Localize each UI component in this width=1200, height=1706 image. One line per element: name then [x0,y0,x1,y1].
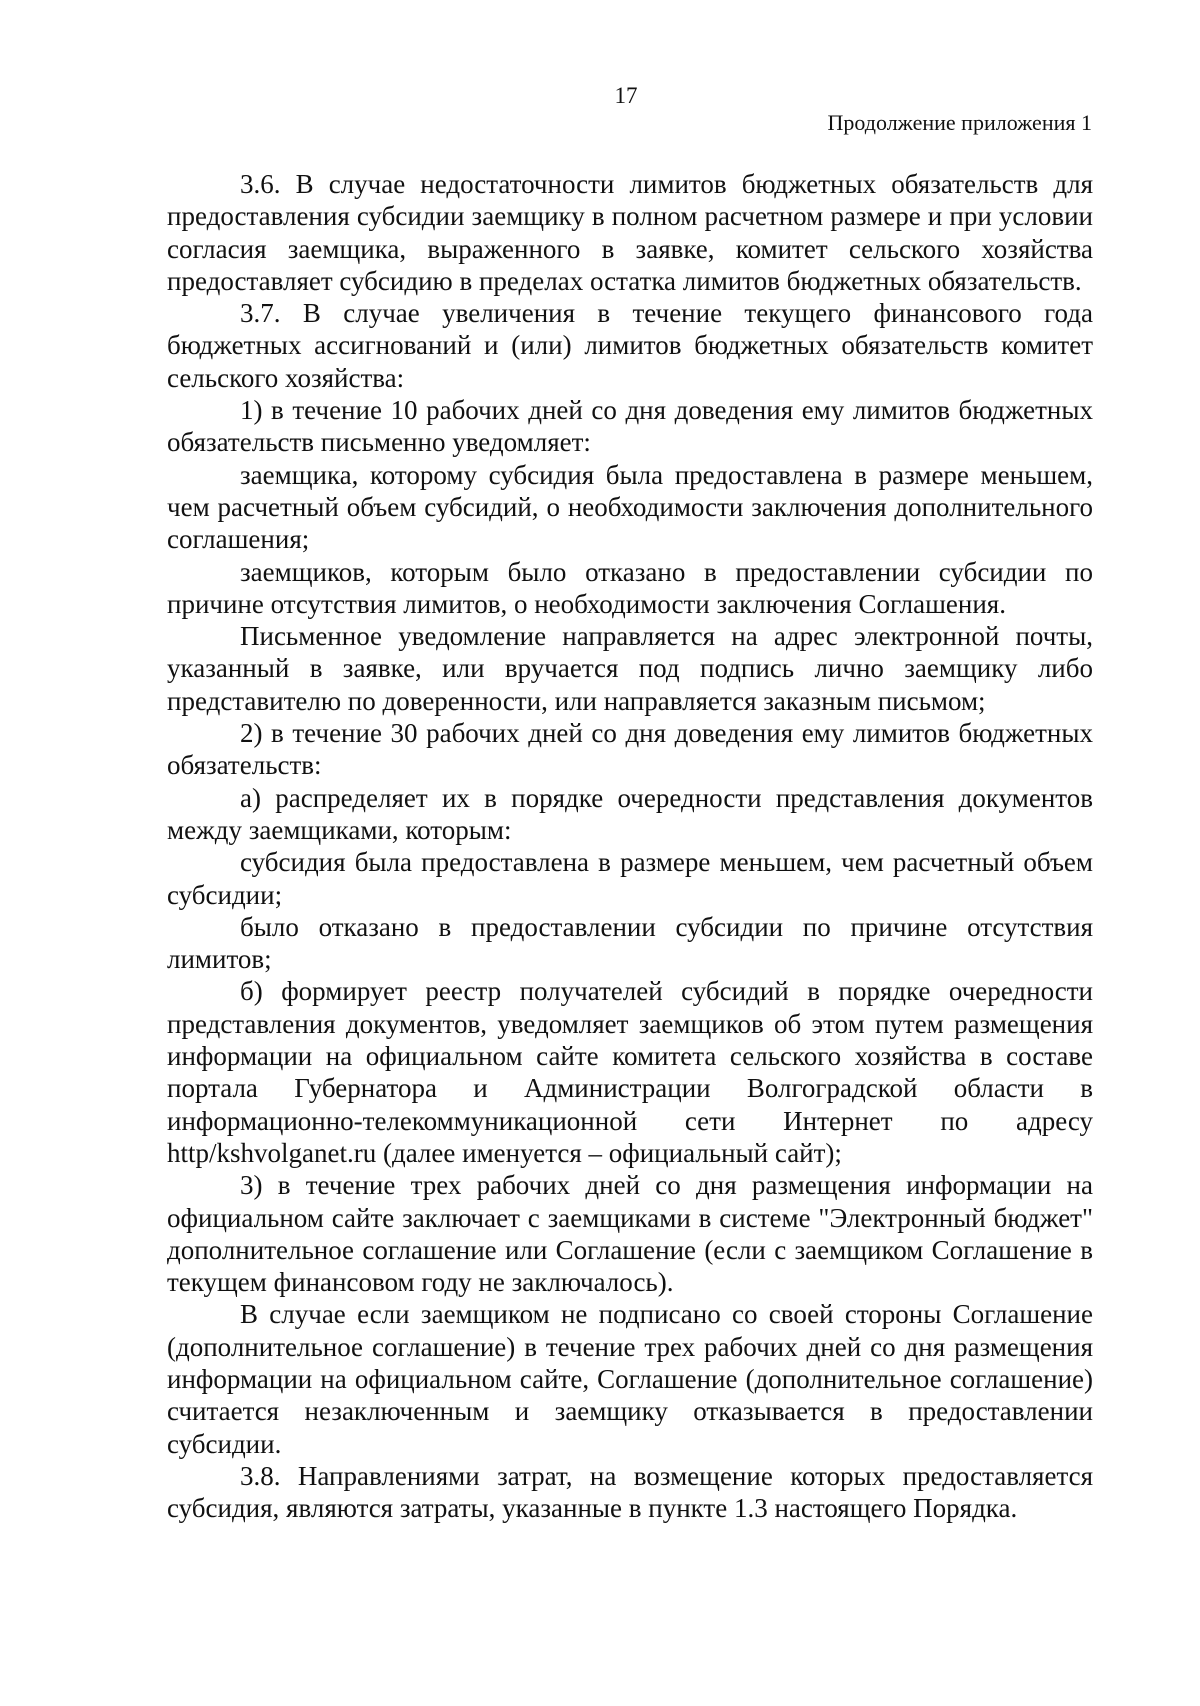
paragraph-written-notice: Письменное уведомление направляется на адрес электронной почты, указанный в заявке, или вручается под подпись лично заемщику либо представителю по доверенности, или направляется заказным письмом; [167,621,1093,716]
paragraph-notify-refused-borrowers: заемщиков, которым было отказано в предоставлении субсидии по причине отсутствия лимитов, о необходимости заключения Соглашения. [167,556,1093,619]
paragraph-item-2-a-case-1: субсидия была предоставлена в размере меньшем, чем расчетный объем субсидии; [167,847,1093,910]
paragraph-unsigned-agreement: В случае если заемщиком не подписано со своей стороны Соглашение (дополнительное соглашение) в течение трех рабочих дней со дня размещения информации на официальном сайте, Соглашение (дополнительное соглашение) считается незаключенным и заемщику отказывается в предоставлении субсидии. [167,1299,1093,1459]
appendix-continuation-note: Продолжение приложения 1 [827,110,1092,135]
paragraph-notify-borrower: заемщика, которому субсидия была предоставлена в размере меньшем, чем расчетный объем субсидий, о необходимости заключения дополнительного соглашения; [167,459,1093,555]
paragraph-3-8: 3.8. Направлениями затрат, на возмещение которых предоставляется субсидия, являются затраты, указанные в пункте 1.3 настоящего Порядка. [167,1460,1093,1524]
paragraph-3-7-item-3: 3) в течение трех рабочих дней со дня размещения информации на официальном сайте заключает с заемщиками в системе "Электронный бюджет" дополнительное соглашение или Соглашение (если с заемщиком Соглашение в текущем финансовом году не заключалось). [167,1170,1093,1298]
paragraph-item-2-b: б) формирует реестр получателей субсидий в порядке очередности представления документов, уведомляет заемщиков об этом путем размещения информации на официальном сайте комитета сельского хозяйства в составе портала Губернатора и Администрации Волгоградской области в информационно-телекоммуникационной сети Интернет по адресу http/kshvolganet.ru (далее именуется – официальный сайт); [167,976,1093,1168]
paragraph-3-7: 3.7. В случае увеличения в течение текущего финансового года бюджетных ассигнований и (или) лимитов бюджетных обязательств комитет сельского хозяйства: [167,298,1093,393]
page-number: 17 [614,83,638,108]
document-body [167,168,1093,1524]
paragraph-item-2-a-case-2: было отказано в предоставлении субсидии по причине отсутствия лимитов; [167,911,1093,975]
paragraph-item-2-a: а) распределяет их в порядке очередности представления документов между заемщиками, которым: [167,782,1093,845]
paragraph-3-7-item-2: 2) в течение 30 рабочих дней со дня доведения ему лимитов бюджетных обязательств: [167,718,1093,781]
paragraph-3-7-item-1: 1) в течение 10 рабочих дней со дня доведения ему лимитов бюджетных обязательств письменно уведомляет: [167,395,1093,458]
paragraph-3-6: 3.6. В случае недостаточности лимитов бюджетных обязательств для предоставления субсидии заемщику в полном расчетном размере и при условии согласия заемщика, выраженного в заявке, комитет сельского хозяйства предоставляет субсидию в пределах остатка лимитов бюджетных обязательств. [167,169,1093,296]
